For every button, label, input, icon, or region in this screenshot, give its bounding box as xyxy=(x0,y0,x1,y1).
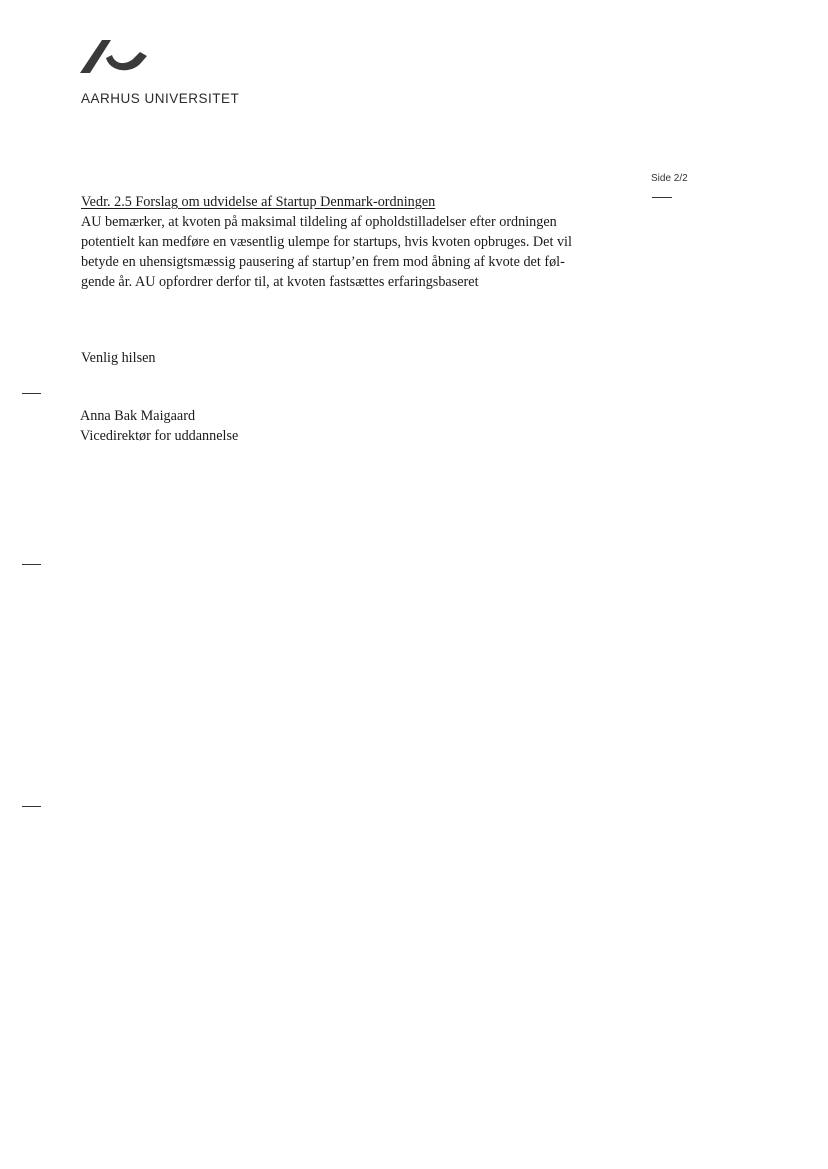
section-heading: Vedr. 2.5 Forslag om udvidelse af Startup Denmark-ordningen xyxy=(81,194,436,210)
fold-mark xyxy=(22,564,41,565)
page-number: Side 2/2 xyxy=(651,173,688,184)
signature-block xyxy=(80,406,238,446)
margin-divider xyxy=(652,197,672,198)
letter-content xyxy=(81,192,621,292)
university-name: AARHUS UNIVERSITET xyxy=(81,91,240,106)
au-logo-icon xyxy=(80,38,150,74)
body-paragraph: AU bemærker, at kvoten på maksimal tildeling af opholdstilladelser efter ordningen potentielt kan medføre en væsentlig ulempe for startups, hvis kvoten opbruges. Det vil betyde en uhensigtsmæssig pausering af startup’en frem mod åbning af kvote det føl- gende år. AU opfordrer derfor til, at kvoten fastsættes erfaringsbaseret xyxy=(81,214,572,290)
fold-mark xyxy=(22,806,41,807)
signatory-name: Anna Bak Maigaard xyxy=(80,408,196,424)
fold-mark xyxy=(22,393,41,394)
closing-greeting: Venlig hilsen xyxy=(81,350,156,366)
signatory-title: Vicedirektør for uddannelse xyxy=(80,428,239,444)
